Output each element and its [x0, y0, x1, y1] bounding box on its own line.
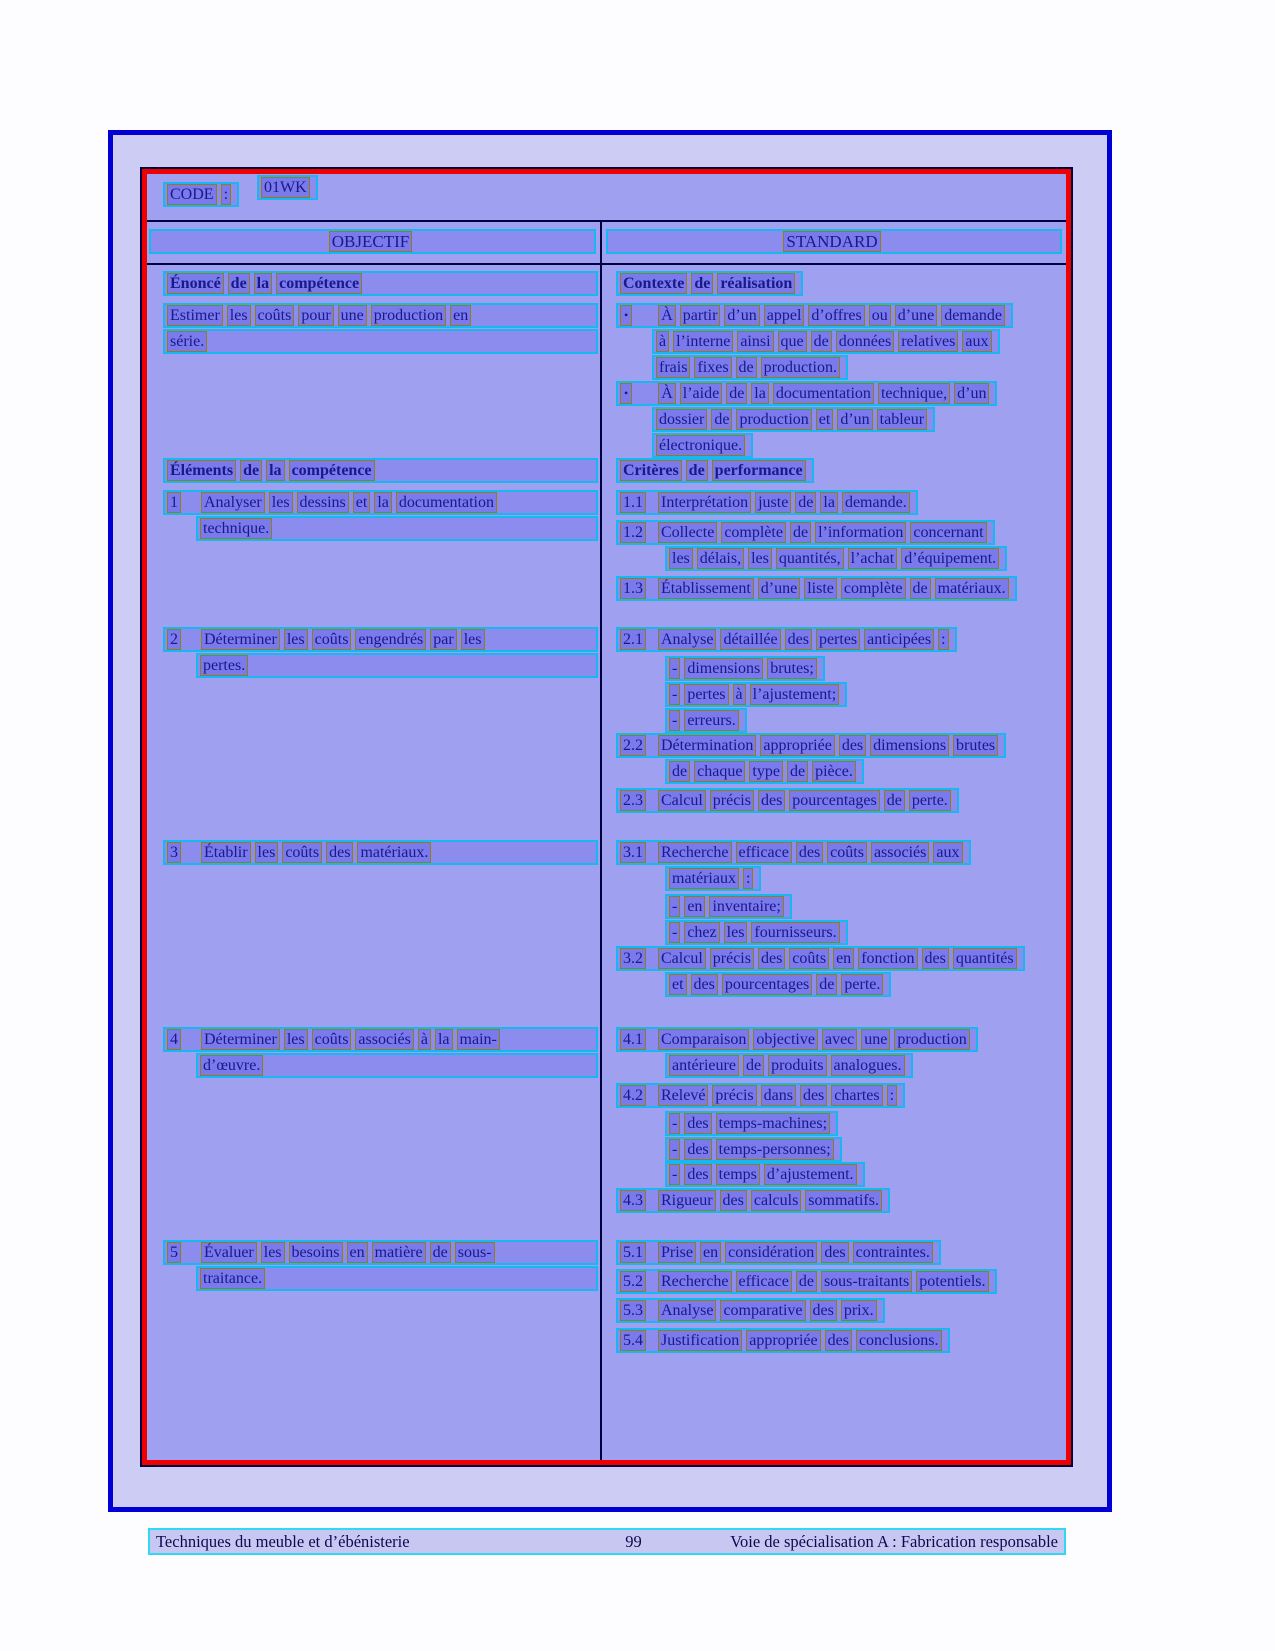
criterion-text: de chaque type de pièce. [669, 762, 860, 779]
criterion-text: Recherche efficace de sous-traitants potentiels. [658, 1272, 993, 1289]
objectif-header-cell [147, 222, 600, 263]
footer-bar [148, 1528, 1066, 1555]
objectif-header [149, 229, 596, 254]
statement-heading [163, 271, 598, 296]
criterion-subline: - des temps-machines; [669, 1114, 834, 1131]
item-text: Évaluer les besoins en matière de sous- [201, 1243, 499, 1260]
criterion-2.1 [616, 627, 957, 652]
context-bullet-2-line-3 [652, 433, 753, 458]
criterion-number: 1.2 [620, 522, 646, 543]
criteria-heading [616, 458, 814, 483]
criterion-text: Relevé précis dans des chartes : [658, 1086, 901, 1103]
criterion-2.1-sub-2 [665, 682, 847, 707]
criterion-3.1 [616, 840, 971, 865]
item-text: traitance. [200, 1269, 269, 1286]
criterion-number: 5.4 [620, 1330, 646, 1351]
item-number: 3 [167, 842, 181, 863]
criterion-3.1-sub-2 [665, 920, 848, 945]
bullet-text: dossier de production et d’un tableur [656, 410, 931, 427]
criterion-subline: - erreurs. [669, 711, 743, 728]
criterion-text: les délais, les quantités, l’achat d’équipement. [669, 549, 1003, 566]
criterion-number: 4.2 [620, 1085, 646, 1106]
criterion-number: 1.3 [620, 578, 646, 599]
criterion-text: Calcul précis des coûts en fonction des quantités [658, 949, 1021, 966]
statement-line [163, 329, 598, 354]
criterion-number: 4.3 [620, 1190, 646, 1211]
criterion-4.2-sub-3 [665, 1162, 865, 1187]
criterion-number: 2.2 [620, 735, 646, 756]
criterion-3.2-line-2 [665, 972, 891, 997]
criterion-number: 3.1 [620, 842, 646, 863]
criterion-text: et des pourcentages de perte. [669, 975, 887, 992]
criterion-4.3 [616, 1188, 890, 1213]
item-3-line-1 [163, 840, 598, 865]
context-bullet-1-line-3 [652, 355, 848, 380]
criterion-number: 5.2 [620, 1271, 646, 1292]
criterion-1.3 [616, 576, 1017, 601]
criterion-2.2 [616, 733, 1006, 758]
standard-header-text: STANDARD [783, 231, 884, 250]
bullet-text: électronique. [656, 436, 749, 453]
criterion-text: Rigueur des calculs sommatifs. [658, 1191, 886, 1208]
item-1-line-1 [163, 490, 598, 515]
item-5-line-1 [163, 1240, 598, 1265]
criterion-subline: - des temps d’ajustement. [669, 1165, 861, 1182]
criterion-text: Prise en considération des contraintes. [658, 1243, 937, 1260]
item-number: 2 [167, 629, 181, 650]
criterion-5.1 [616, 1240, 941, 1265]
objectif-header-text: OBJECTIF [329, 231, 416, 250]
criterion-2.1-sub-1 [665, 656, 825, 681]
criterion-number: 3.2 [620, 948, 646, 969]
standard-column [600, 265, 1066, 1460]
footer-page-number: 99 [625, 1531, 642, 1551]
criterion-5.4 [616, 1328, 950, 1353]
footer-section-title: Voie de spécialisation A : Fabrication responsable [730, 1531, 1058, 1551]
criterion-subline: - dimensions brutes; [669, 659, 821, 676]
context-bullet-1-line-1 [616, 303, 1013, 328]
criterion-3.2 [616, 946, 1025, 971]
code-label-text: CODE : [167, 185, 235, 202]
criterion-number: 1.1 [620, 492, 646, 513]
criterion-text: Établissement d’une liste complète de matériaux. [658, 579, 1013, 596]
criterion-number: 2.1 [620, 629, 646, 650]
criterion-text: matériaux : [669, 869, 757, 886]
context-bullet-1-line-2 [652, 329, 1000, 354]
item-number: 5 [167, 1242, 181, 1263]
objectif-column [147, 265, 600, 1460]
criterion-text: Analyse comparative des prix. [658, 1301, 881, 1318]
criterion-2.3 [616, 788, 959, 813]
statement-line-text: Estimer les coûts pour une production en [167, 306, 475, 323]
criterion-subline: - pertes à l’ajustement; [669, 685, 843, 702]
bullet-text: à l’interne ainsi que de données relatives aux [656, 332, 996, 349]
criterion-number: 5.3 [620, 1300, 646, 1321]
criterion-4.2 [616, 1083, 905, 1108]
bullet-text: frais fixes de production. [656, 358, 844, 375]
standard-header-cell [600, 222, 1066, 263]
criterion-text: Détermination appropriée des dimensions brutes [658, 736, 1002, 753]
criterion-subline: - chez les fournisseurs. [669, 923, 844, 940]
criterion-4.2-sub-2 [665, 1137, 842, 1162]
context-bullet-2-line-2 [652, 407, 935, 432]
item-text: d’œuvre. [200, 1056, 267, 1073]
item-5-line-2 [196, 1266, 598, 1291]
table-body [147, 265, 1066, 1460]
bullet-text: À partir d’un appel d’offres ou d’une demande [658, 306, 1009, 323]
elements-heading [163, 458, 598, 483]
criteria-heading-text: Critères de performance [620, 461, 810, 478]
footer-document-title: Techniques du meuble et d’ébénisterie [156, 1531, 410, 1551]
code-value [257, 175, 318, 200]
criterion-5.3 [616, 1298, 885, 1323]
program-table [140, 167, 1073, 1467]
criterion-3.1-sub-1 [665, 894, 792, 919]
context-bullet-2-line-1 [616, 381, 997, 406]
item-text: technique. [200, 519, 276, 536]
criterion-1.2 [616, 520, 995, 545]
context-heading-text: Contexte de réalisation [620, 274, 799, 291]
criterion-number: 4.1 [620, 1029, 646, 1050]
criterion-2.2-line-2 [665, 759, 864, 784]
standard-header [606, 229, 1062, 254]
criterion-4.1 [616, 1027, 978, 1052]
item-text: Déterminer les coûts engendrés par les [201, 630, 489, 647]
statement-line-text: série. [167, 332, 211, 349]
criterion-text: Calcul précis des pourcentages de perte. [658, 791, 955, 808]
criterion-number: 2.3 [620, 790, 646, 811]
criterion-number: 5.1 [620, 1242, 646, 1263]
code-value-text: 01WK [261, 178, 314, 195]
criterion-1.1 [616, 490, 918, 515]
statement-heading-text: Énoncé de la compétence [167, 274, 366, 291]
context-heading [616, 271, 803, 296]
item-4-line-2 [196, 1053, 598, 1078]
criterion-text: Interprétation juste de la demande. [658, 493, 914, 510]
item-2-line-1 [163, 627, 598, 652]
criterion-text: Recherche efficace des coûts associés aux [658, 843, 967, 860]
item-text: pertes. [200, 656, 252, 673]
criterion-text: Comparaison objective avec une production [658, 1030, 974, 1047]
bullet-text: À l’aide de la documentation technique, d’un [658, 384, 993, 401]
code-row [147, 174, 1066, 222]
program-table-inner [142, 169, 1071, 1465]
code-label [163, 182, 239, 207]
criterion-subline: - en inventaire; [669, 897, 788, 914]
item-number: 1 [167, 492, 181, 513]
criterion-text: Collecte complète de l’information concernant [658, 523, 991, 540]
criterion-subline: - des temps-personnes; [669, 1140, 838, 1157]
criterion-4.1-line-2 [665, 1053, 913, 1078]
elements-heading-text: Éléments de la compétence [167, 461, 379, 478]
criterion-5.2 [616, 1269, 997, 1294]
criterion-4.2-sub-1 [665, 1111, 838, 1136]
criterion-text: Analyse détaillée des pertes anticipées : [658, 630, 953, 647]
criterion-text: Justification appropriée des conclusions. [658, 1331, 946, 1348]
item-2-line-2 [196, 653, 598, 678]
header-row [147, 222, 1066, 265]
item-1-line-2 [196, 516, 598, 541]
bullet-icon: • [620, 305, 632, 326]
bullet-icon: • [620, 383, 632, 404]
criterion-1.2-line-2 [665, 546, 1007, 571]
criterion-2.1-sub-3 [665, 708, 747, 733]
item-text: Analyser les dessins et la documentation [201, 493, 501, 510]
item-number: 4 [167, 1029, 181, 1050]
criterion-3.1-line-2 [665, 866, 761, 891]
item-4-line-1 [163, 1027, 598, 1052]
item-text: Établir les coûts des matériaux. [201, 843, 435, 860]
statement-line [163, 303, 598, 328]
item-text: Déterminer les coûts associés à la main- [201, 1030, 504, 1047]
outer-frame [108, 130, 1112, 1512]
criterion-text: antérieure de produits analogues. [669, 1056, 909, 1073]
